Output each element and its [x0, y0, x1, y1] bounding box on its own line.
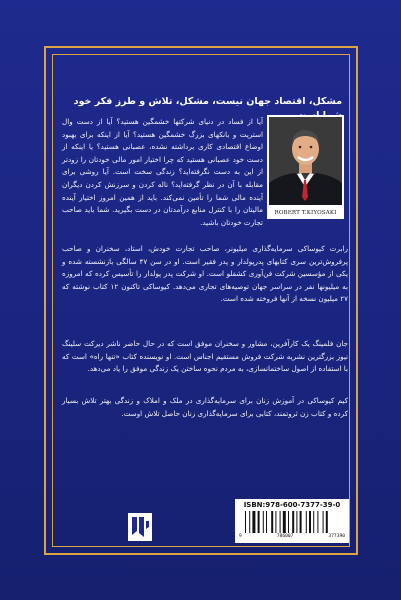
author-bio-kim: کیم کیوساکی در آموزش زنان برای سرمایه‌گذاری در ملک و املاک و زندگی بهتر تلاش بسیار کرده و کتاب زن ثروتمند، کتابی برای سرمایه‌گذاری زنان حاصل تلاش اوست.: [62, 396, 348, 418]
publisher-logo-icon: [128, 513, 152, 541]
cover-headline: مشکل، اقتصاد جهان نیست، مشکل، تلاش و طرز فکر خود: [73, 96, 342, 107]
author-name-caption: ROBERT T.KIYOSAKI: [267, 207, 344, 219]
author-bio-robert: رابرت کیوساکی سرمایه‌گذاری میلیونر، صاحب تجارت خودش، استاد، سخنران و صاحب پرفروش‌ترین سری کتابهای پدرپولدار و پدر فقیر است. او در سن ۴۷ سالگی بازنشسته شده و یکی از مؤسسین شرکت فن‌آوری کشفلو است. او شرکت پدر پولدار را تأسیس کرده که امروزه به میلیونها نفر در سراسر جهان توصیه‌های تجاری می‌دهد. کیوساکی تاکنون ۱۲ کتاب نوشته که ۲۷ میلیون نسخه از آنها فروخته شده است.: [62, 244, 348, 304]
isbn-number: ISBN:978-600-7377-39-0: [243, 501, 341, 509]
barcode-bars: [245, 511, 339, 533]
barcode-digit-left: 786007: [276, 534, 294, 539]
isbn-barcode: [235, 499, 349, 543]
author-bio-john: جان فلمینگ یک کارآفرین، مشاور و سخنران موفق است که در حال حاضر ناشر دیرکت سلینگ نیوز بزرگترین نشریه شرکت فروش مستقیم اجناس است. او نویسنده کتاب «تنها راه» است که با استفاده از اصول ساختمانسازی، به مردم نحوه ساختن یک زندگی موفق را یاد می‌دهد.: [62, 339, 348, 374]
barcode-digits: [239, 534, 345, 539]
barcode-digit-right: 377390: [328, 534, 345, 539]
intro-paragraph: آیا از فساد در دنیای شرکتها خشمگین هستید؟ آیا از دست وال استریت و بانکهای بزرگ خشمگین هستید؟ آیا از اینکه برای بهبود اوضاع اقتصادی کاری برداشته نشده، عصبانی هستید؟ یا اینکه از دست خود عصبانی هستید که چرا اختیار امور مالی خودتان را زودتر از این به دست نگرفته‌اید؟ زندگی سخت است. آیا روشی برای مقابله با آن در نظر گرفته‌اید؟ ناله کردن و سرزنش کردن دیگران آینده مالی شما را تأمین نمی‌کند. باید از همین امروز اختیار آینده مالیتان را با کنترل منابع درآمدتان در دست بگیرید. شما باید صاحب تجارت خودتان باشید.: [62, 117, 263, 227]
author-portrait: [267, 115, 344, 207]
barcode-digit-lead: 9: [239, 534, 242, 539]
